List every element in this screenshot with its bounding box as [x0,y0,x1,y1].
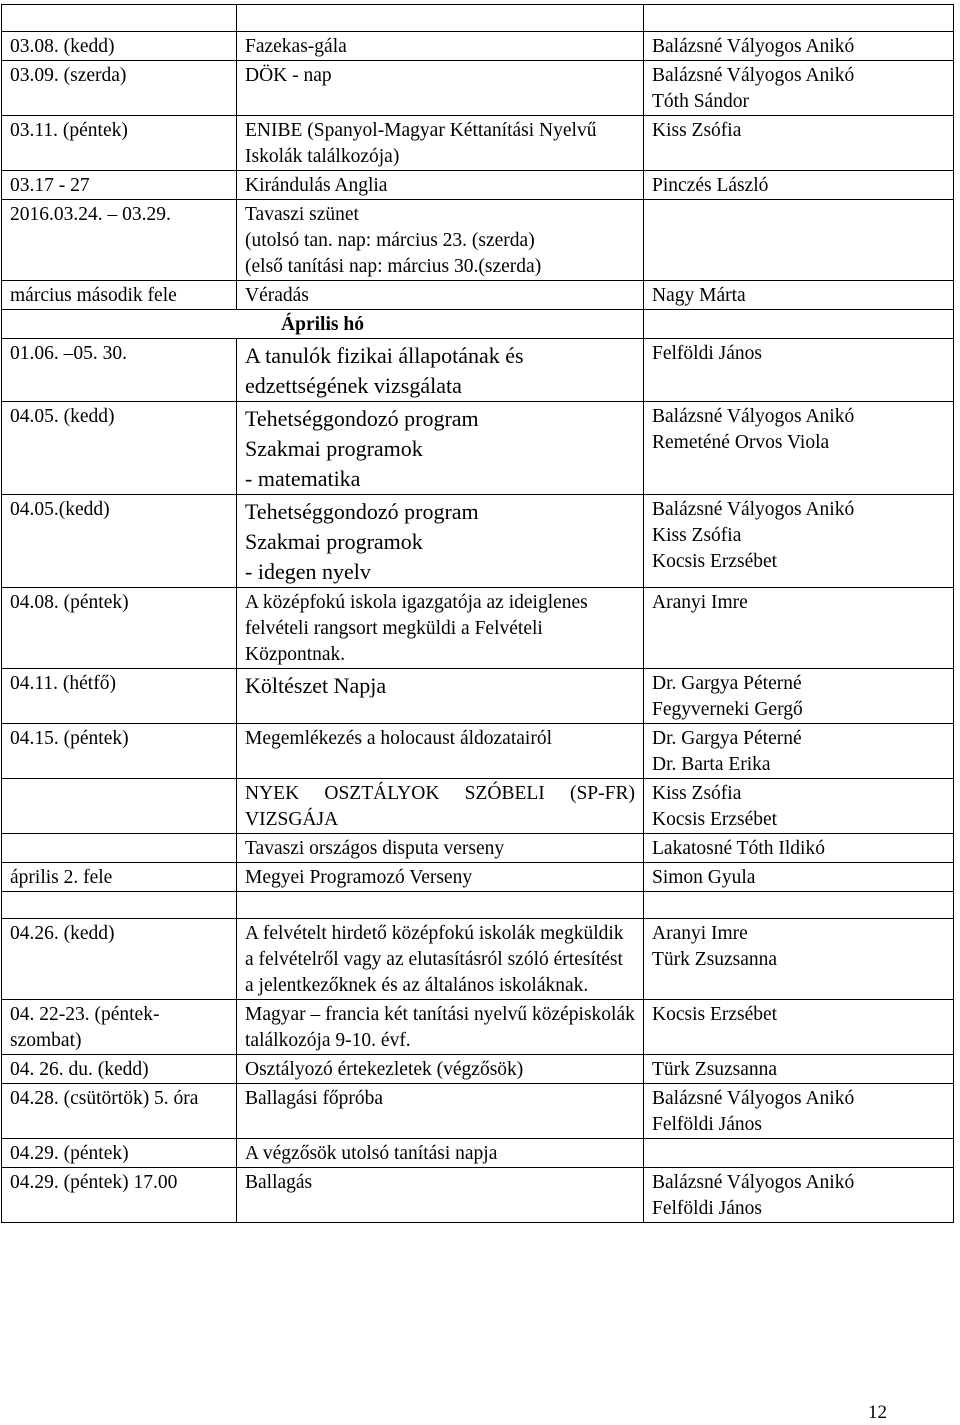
schedule-row [2,32,954,61]
schedule-row [2,1000,954,1055]
event-cell: A végzősök utolsó tanítási napja [237,1139,644,1168]
date-cell: 04.05. (kedd) [2,402,237,495]
date-cell: 04.26. (kedd) [2,919,237,1000]
responsible-cell: Balázsné Vályogos Anikó Tóth Sándor [644,61,954,116]
event-cell: Tehetséggondozó program Szakmai programok - idegen nyelv [237,495,644,588]
event-cell: Osztályozó értekezletek (végzősök) [237,1055,644,1084]
schedule-row [2,1084,954,1139]
blank-cell [237,892,644,919]
event-cell: DÖK - nap [237,61,644,116]
schedule-row [2,724,954,779]
date-cell: 04.11. (hétfő) [2,669,237,724]
date-cell: 03.11. (péntek) [2,116,237,171]
schedule-row [2,116,954,171]
schedule-row [2,495,954,588]
schedule-row [2,402,954,495]
responsible-cell: Balázsné Vályogos Anikó Kiss Zsófia Kocsis Erzsébet [644,495,954,588]
schedule-row [2,281,954,310]
date-cell: 04.28. (csütörtök) 5. óra [2,1084,237,1139]
date-cell: 01.06. –05. 30. [2,339,237,402]
responsible-cell [644,1139,954,1168]
date-cell: 04.15. (péntek) [2,724,237,779]
event-cell: ENIBE (Spanyol-Magyar Kéttanítási Nyelvű Iskolák találkozója) [237,116,644,171]
date-cell: március második fele [2,281,237,310]
responsible-cell: Balázsné Vályogos Anikó Felföldi János [644,1084,954,1139]
month-header: Április hó [2,310,644,339]
responsible-cell: Pinczés László [644,171,954,200]
responsible-cell: Dr. Gargya Péterné Dr. Barta Erika [644,724,954,779]
event-cell: NYEK OSZTÁLYOK SZÓBELI (SP-FR) VIZSGÁJA [237,779,644,834]
event-cell: Magyar – francia két tanítási nyelvű középiskolák találkozója 9-10. évf. [237,1000,644,1055]
blank-cell [644,5,954,32]
date-cell: 03.08. (kedd) [2,32,237,61]
responsible-cell: Balázsné Vályogos Anikó Felföldi János [644,1168,954,1223]
responsible-cell: Felföldi János [644,339,954,402]
event-cell: Ballagási főpróba [237,1084,644,1139]
date-cell: 04.08. (péntek) [2,588,237,669]
schedule-row [2,1168,954,1223]
event-cell: Tehetséggondozó program Szakmai programok - matematika [237,402,644,495]
schedule-row [2,1055,954,1084]
blank-cell [237,5,644,32]
blank-cell [644,310,954,339]
schedule-row [2,588,954,669]
date-cell: 04. 22-23. (péntek-szombat) [2,1000,237,1055]
event-cell: Megemlékezés a holocaust áldozatairól [237,724,644,779]
date-cell: április 2. fele [2,863,237,892]
schedule-row [2,339,954,402]
responsible-cell: Lakatosné Tóth Ildikó [644,834,954,863]
event-cell: Megyei Programozó Verseny [237,863,644,892]
responsible-cell: Kocsis Erzsébet [644,1000,954,1055]
event-cell: A középfokú iskola igazgatója az ideiglenes felvételi rangsort megküldi a Felvételi Központnak. [237,588,644,669]
responsible-cell: Balázsné Vályogos Anikó [644,32,954,61]
date-cell: 03.09. (szerda) [2,61,237,116]
responsible-cell: Dr. Gargya Péterné Fegyverneki Gergő [644,669,954,724]
responsible-cell [644,200,954,281]
blank-row [2,892,954,919]
page-number: 12 [868,1402,887,1423]
schedule-row [2,669,954,724]
responsible-cell: Simon Gyula [644,863,954,892]
event-cell: Fazekas-gála [237,32,644,61]
event-cell: Költészet Napja [237,669,644,724]
schedule-body [2,5,954,1223]
responsible-cell: Aranyi Imre [644,588,954,669]
schedule-row [2,779,954,834]
date-cell: 2016.03.24. – 03.29. [2,200,237,281]
responsible-cell: Balázsné Vályogos Anikó Remeténé Orvos Viola [644,402,954,495]
responsible-cell: Türk Zsuzsanna [644,1055,954,1084]
responsible-cell: Kiss Zsófia Kocsis Erzsébet [644,779,954,834]
schedule-row [2,61,954,116]
date-cell [2,834,237,863]
event-cell: A felvételt hirdető középfokú iskolák megküldik a felvételről vagy az elutasításról szóló értesítést a jelentkezőknek és az általános iskoláknak. [237,919,644,1000]
schedule-row [2,1139,954,1168]
event-cell: Tavaszi szünet (utolsó tan. nap: március 23. (szerda) (első tanítási nap: március 30.(szerda) [237,200,644,281]
date-cell: 04.29. (péntek) [2,1139,237,1168]
blank-cell [644,892,954,919]
blank-cell [2,5,237,32]
responsible-cell: Aranyi Imre Türk Zsuzsanna [644,919,954,1000]
schedule-row [2,863,954,892]
responsible-cell: Kiss Zsófia [644,116,954,171]
event-cell: Ballagás [237,1168,644,1223]
event-cell: A tanulók fizikai állapotának és edzettségének vizsgálata [237,339,644,402]
date-cell: 04.29. (péntek) 17.00 [2,1168,237,1223]
event-cell: Kirándulás Anglia [237,171,644,200]
month-header-row [2,310,954,339]
date-cell: 04. 26. du. (kedd) [2,1055,237,1084]
date-cell: 03.17 - 27 [2,171,237,200]
blank-row [2,5,954,32]
event-cell: Véradás [237,281,644,310]
event-cell: Tavaszi országos disputa verseny [237,834,644,863]
schedule-row [2,171,954,200]
schedule-row [2,919,954,1000]
schedule-row [2,834,954,863]
schedule-row [2,200,954,281]
blank-cell [2,892,237,919]
date-cell: 04.05.(kedd) [2,495,237,588]
date-cell [2,779,237,834]
schedule-table [1,4,954,1223]
responsible-cell: Nagy Márta [644,281,954,310]
